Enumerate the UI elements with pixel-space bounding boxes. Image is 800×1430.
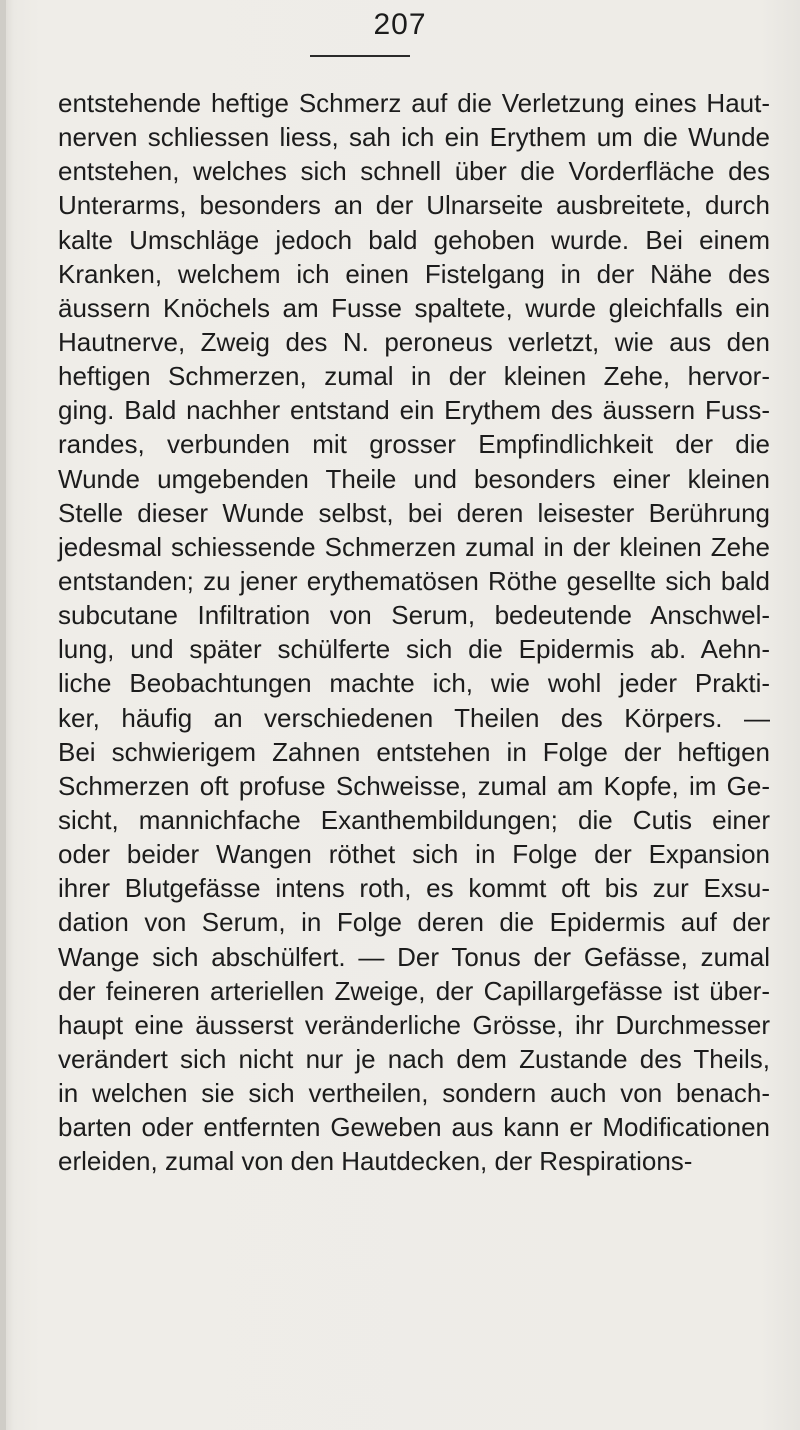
text-line: äussern Knöchels am Fusse spaltete, wurde gleichfalls ein [58,292,770,323]
text-line: ker, häufig an verschiedenen Theilen des Körpers. — [58,702,770,733]
text-line: heftigen Schmerzen, zumal in der kleinen Zehe, hervor- [58,361,770,392]
text-line: der feineren arteriellen Zweige, der Capillargefässe ist über- [58,975,770,1006]
text-line: entstehende heftige Schmerz auf die Verletzung eines Haut- [58,88,770,118]
text-line: lung, und später schülferte sich die Epidermis ab. Aehn- [58,634,770,665]
text-line: haupt eine äusserst veränderliche Grösse, ihr Durchmesser [58,1009,770,1040]
page-spine-shadow [0,0,6,1430]
text-line: jedesmal schiessende Schmerzen zumal in der kleinen Zehe [58,531,770,562]
text-line: verändert sich nicht nur je nach dem Zustande des Theils, [58,1043,770,1074]
text-line: oder beider Wangen röthet sich in Folge der Expansion [58,839,770,870]
text-line: erleiden, zumal von den Hautdecken, der Respirations- [58,1146,693,1177]
text-line: nerven schliessen liess, sah ich ein Erythem um die Wunde [58,122,770,153]
text-line: Unterarms, besonders an der Ulnarseite ausbreitete, durch [58,190,770,221]
text-line: Bei schwierigem Zahnen entstehen in Folge der heftigen [58,736,770,767]
body-text [58,86,770,1179]
text-line: subcutane Infiltration von Serum, bedeutende Anschwel- [58,600,770,631]
text-line: Stelle dieser Wunde selbst, bei deren leisester Berührung [58,497,770,528]
text-line: entstehen, welches sich schnell über die Vorderfläche des [58,156,770,187]
text-line: Kranken, welchem ich einen Fistelgang in der Nähe des [58,258,770,289]
text-line: Schmerzen oft profuse Schweisse, zumal am Kopfe, im Ge- [58,770,770,801]
page-number-rule [310,55,410,57]
text-line: ihrer Blutgefässe intens roth, es kommt oft bis zur Exsu- [58,873,770,904]
text-line: dation von Serum, in Folge deren die Epidermis auf der [58,907,770,938]
text-line: kalte Umschläge jedoch bald gehoben wurde. Bei einem [58,224,770,255]
text-line: entstanden; zu jener erythematösen Röthe gesellte sich bald [58,565,770,596]
text-line: barten oder entfernten Geweben aus kann er Modificationen [58,1112,770,1143]
page-number: 207 [373,8,427,41]
text-line: Hautnerve, Zweig des N. peroneus verletzt, wie aus den [58,326,770,357]
text-line: randes, verbunden mit grosser Empfindlichkeit der die [58,429,770,460]
text-line: Wange sich abschülfert. — Der Tonus der Gefässe, zumal [58,941,770,972]
text-line: liche Beobachtungen machte ich, wie wohl jeder Prakti- [58,668,770,699]
text-line: in welchen sie sich vertheilen, sondern auch von benach- [58,1078,770,1109]
text-line: Wunde umgebenden Theile und besonders einer kleinen [58,463,770,494]
text-line: sicht, mannichfache Exanthembildungen; die Cutis einer [58,804,770,835]
text-line: ging. Bald nachher entstand ein Erythem des äussern Fuss- [58,395,770,426]
